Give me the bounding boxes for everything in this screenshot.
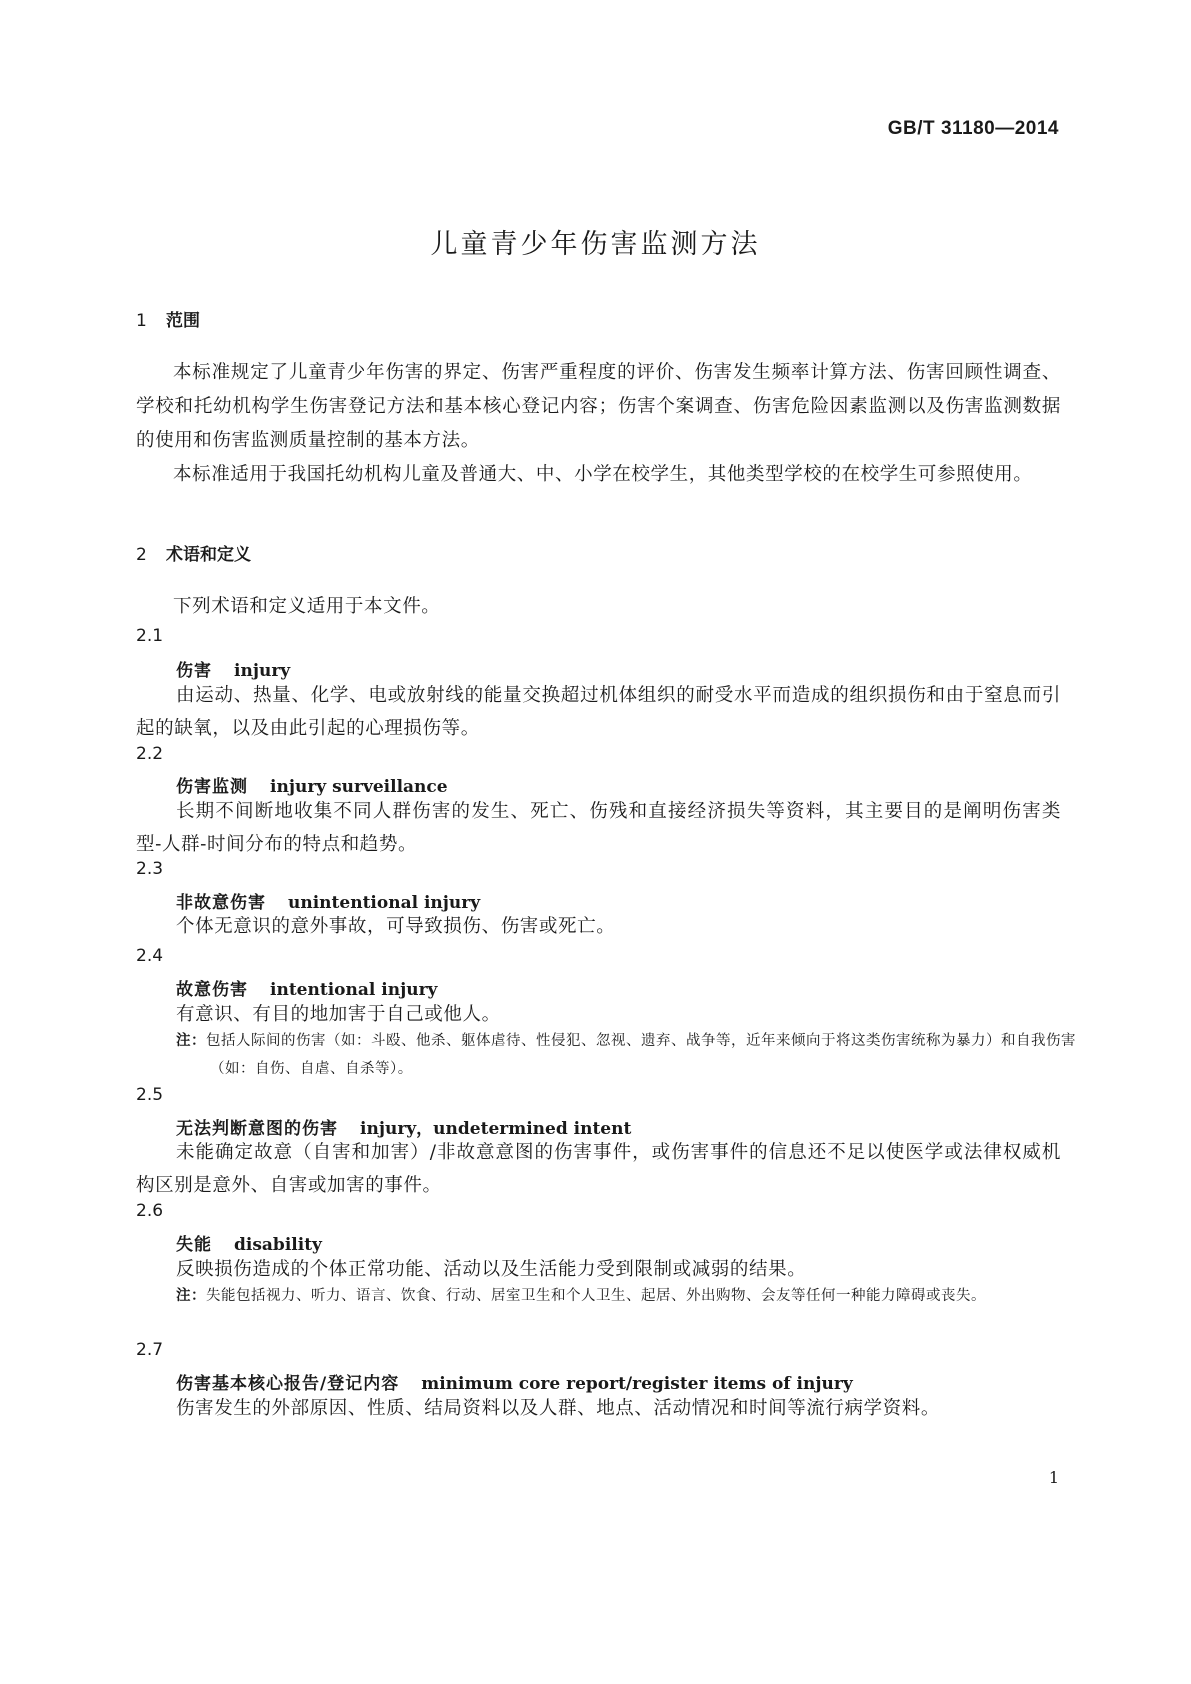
page-number: 1: [1048, 1468, 1059, 1487]
term-heading: [176, 1230, 322, 1255]
section-number: 1: [136, 311, 147, 331]
term-definition: 由运动、热量、化学、电或放射线的能量交换超过机体组织的耐受水平而造成的组织损伤和由于窒息而引起的缺氧，以及由此引起的心理损伤等。: [136, 685, 1061, 739]
term-en: injury，undetermined intent: [360, 1119, 632, 1139]
section-title: 术语和定义: [166, 545, 251, 565]
term-en: intentional injury: [270, 980, 438, 1000]
term-en: injury: [234, 661, 291, 681]
term-zh: 非故意伤害: [176, 893, 266, 913]
term-definition: 反映损伤造成的个体正常功能、活动以及生活能力受到限制或减弱的结果。: [176, 1259, 807, 1280]
term-zh: 伤害: [176, 661, 212, 681]
term-note: [176, 1282, 1095, 1310]
standard-id: GB/T 31180—2014: [887, 118, 1059, 139]
term-definition: 有意识、有目的地加害于自己或他人。: [176, 1004, 501, 1025]
term-heading: [176, 656, 290, 681]
term-zh: 无法判断意图的伤害: [176, 1119, 338, 1139]
term-number: 2.1: [136, 626, 164, 646]
document-title: 儿童青少年伤害监测方法: [430, 229, 761, 260]
term-en: injury surveillance: [270, 777, 448, 797]
term-en: disability: [234, 1235, 322, 1255]
term-en: minimum core report/register items of injury: [421, 1374, 853, 1394]
term-number: 2.4: [136, 946, 164, 966]
term-definition: 长期不间断地收集不同人群伤害的发生、死亡、伤残和直接经济损失等资料，其主要目的是阐明伤害类型-人群-时间分布的特点和趋势。: [136, 801, 1061, 855]
term-zh: 伤害监测: [176, 777, 248, 797]
term-heading: [176, 772, 448, 797]
note-label: 注：: [176, 1288, 206, 1304]
term-heading: [176, 975, 437, 1000]
section-number: 2: [136, 545, 147, 565]
term-number: 2.6: [136, 1201, 164, 1221]
term-heading: [176, 1369, 853, 1394]
term-zh: 故意伤害: [176, 980, 248, 1000]
note-text: 包括人际间的伤害（如：斗殴、他杀、躯体虐待、性侵犯、忽视、遗弃、战争等，近年来倾向于将这类伤害统称为暴力）和自我伤害（如：自伤、自虐、自杀等）。: [206, 1033, 1076, 1077]
term-number: 2.7: [136, 1340, 164, 1360]
section-heading-scope: [136, 306, 200, 331]
section-heading-terms: [136, 540, 251, 565]
note-text: 失能包括视力、听力、语言、饮食、行动、居室卫生和个人卫生、起居、外出购物、会友等任何一种能力障碍或丧失。: [206, 1288, 986, 1304]
term-zh: 失能: [176, 1235, 212, 1255]
terms-intro: 下列术语和定义适用于本文件。: [173, 596, 441, 617]
term-definition: 未能确定故意（自害和加害）/非故意意图的伤害事件，或伤害事件的信息还不足以使医学或法律权威机构区别是意外、自害或加害的事件。: [136, 1142, 1061, 1196]
scope-paragraph-2: 本标准适用于我国托幼机构儿童及普通大、中、小学在校学生，其他类型学校的在校学生可参照使用。: [173, 464, 1033, 485]
term-definition: 个体无意识的意外事故，可导致损伤、伤害或死亡。: [176, 916, 616, 937]
term-zh: 伤害基本核心报告/登记内容: [176, 1374, 400, 1394]
term-number: 2.5: [136, 1085, 164, 1105]
scope-paragraph-1: 本标准规定了儿童青少年伤害的界定、伤害严重程度的评价、伤害发生频率计算方法、伤害回顾性调查、学校和托幼机构学生伤害登记方法和基本核心登记内容；伤害个案调查、伤害危险因素监测以及伤害监测数据的使用和伤害监测质量控制的基本方法。: [136, 362, 1061, 451]
term-definition: 伤害发生的外部原因、性质、结局资料以及人群、地点、活动情况和时间等流行病学资料。: [176, 1398, 941, 1419]
section-title: 范围: [166, 311, 200, 331]
term-number: 2.3: [136, 859, 164, 879]
term-note: [176, 1027, 1095, 1083]
term-number: 2.2: [136, 744, 164, 764]
term-en: unintentional injury: [288, 893, 481, 913]
note-label: 注：: [176, 1033, 206, 1049]
